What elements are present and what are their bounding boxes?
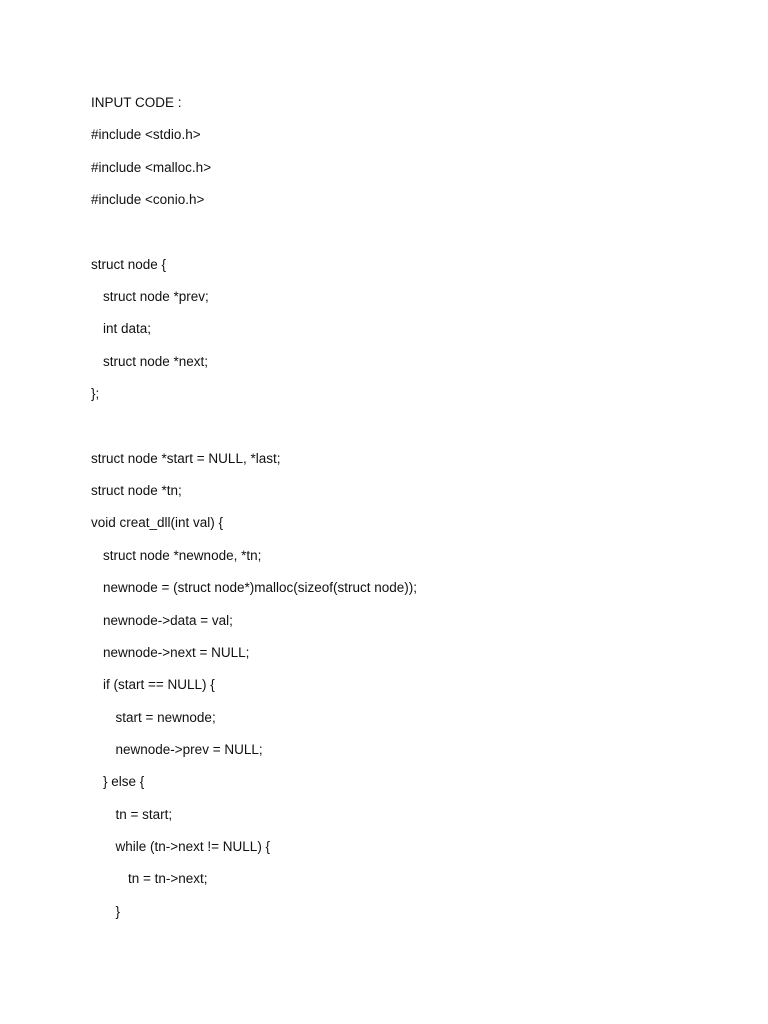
code-line: while (tn->next != NULL) {	[115, 838, 271, 854]
code-line: newnode = (struct node*)malloc(sizeof(struct node));	[103, 580, 418, 596]
code-line: tn = start;	[115, 806, 173, 822]
code-line: newnode->prev = NULL;	[115, 741, 263, 757]
code-line: struct node {	[91, 256, 167, 272]
blank-line	[91, 223, 728, 255]
code-line: struct node *prev;	[103, 289, 209, 305]
code-line: struct node *start = NULL, *last;	[91, 450, 281, 466]
code-line: start = newnode;	[115, 709, 216, 725]
code-document	[91, 94, 728, 935]
code-line: #include <malloc.h>	[91, 159, 212, 175]
code-line: newnode->data = val;	[103, 612, 233, 628]
heading: INPUT CODE :	[91, 95, 182, 110]
code-line: #include <stdio.h>	[91, 127, 201, 143]
code-line: struct node *newnode, *tn;	[103, 547, 262, 563]
code-line: #include <conio.h>	[91, 192, 205, 208]
code-line: struct node *tn;	[91, 483, 182, 499]
code-line: if (start == NULL) {	[103, 677, 215, 693]
code-line: tn = tn->next;	[128, 871, 208, 887]
code-line: };	[91, 386, 100, 402]
code-line: int data;	[103, 321, 152, 337]
blank-line	[91, 417, 728, 449]
code-line: newnode->next = NULL;	[103, 644, 250, 660]
code-line: void creat_dll(int val) {	[91, 515, 224, 531]
code-line: }	[115, 903, 121, 919]
code-line: } else {	[103, 774, 145, 790]
code-line: struct node *next;	[103, 353, 209, 369]
